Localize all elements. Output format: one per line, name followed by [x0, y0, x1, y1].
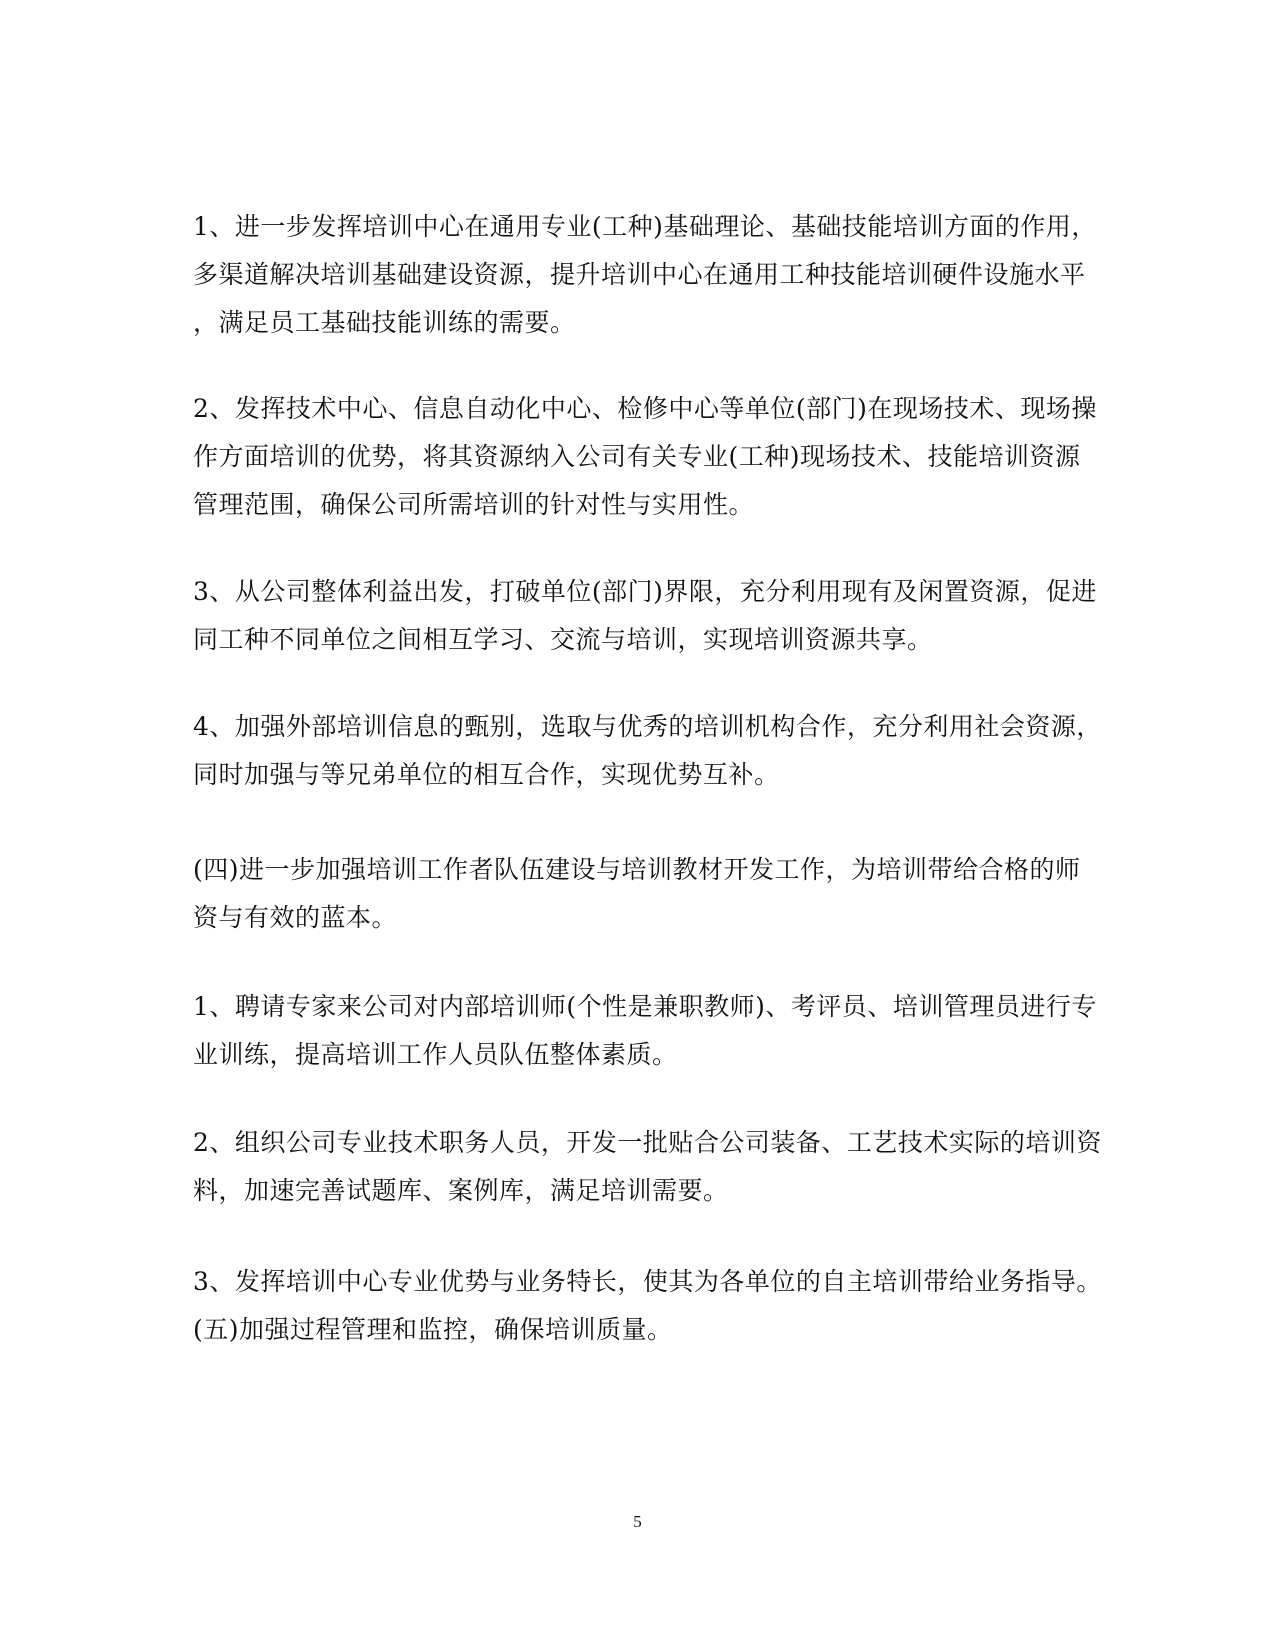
paragraph-line: 资与有效的蓝本。: [193, 903, 398, 932]
paragraph-external-training: [193, 703, 1102, 799]
paragraph-line: 业训练，提高培训工作人员队伍整体素质。: [193, 1040, 678, 1069]
paragraph-line: 同工种不同单位之间相互学习、交流与培训，实现培训资源共享。: [193, 625, 933, 654]
paragraph-line: 同时加强与等兄弟单位的相互合作，实现优势互补。: [193, 760, 780, 789]
paragraph-expert-training: [193, 983, 1097, 1079]
paragraph-line: 1、进一步发挥培训中心在通用专业(工种)基础理论、基础技能培训方面的作用，: [193, 212, 1097, 241]
paragraph-line: 3、发挥培训中心专业优势与业务特长，使其为各单位的自主培训带给业务指导。: [193, 1267, 1102, 1296]
paragraph-training-center-role: [193, 203, 1097, 347]
page-number: 5: [633, 1512, 642, 1531]
paragraph-line: 料，加速完善试题库、案例库，满足培训需要。: [193, 1176, 729, 1205]
section-heading-four: [193, 846, 1088, 942]
paragraph-line: 1、聘请专家来公司对内部培训师(个性是兼职教师)、考评员、培训管理员进行专: [193, 992, 1097, 1021]
paragraph-line: 2、发挥技术中心、信息自动化中心、检修中心等单位(部门)在现场技术、现场操: [193, 394, 1097, 423]
paragraph-technical-center-advantage: [193, 385, 1097, 529]
paragraph-line: 管理范围，确保公司所需培训的针对性与实用性。: [193, 490, 755, 519]
paragraph-line: 2、组织公司专业技术职务人员，开发一批贴合公司装备、工艺技术实际的培训资: [193, 1128, 1102, 1157]
paragraph-line: ，满足员工基础技能训练的需要。: [193, 308, 576, 337]
paragraph-resource-sharing: [193, 568, 1097, 664]
paragraph-line: (五)加强过程管理和监控，确保培训质量。: [193, 1315, 673, 1344]
paragraph-line: 多渠道解决培训基础建设资源，提升培训中心在通用工种技能培训硬件设施水平: [193, 260, 1086, 289]
paragraph-line: (四)进一步加强培训工作者队伍建设与培训教材开发工作，为培训带给合格的师: [193, 855, 1081, 884]
paragraph-training-materials: [193, 1119, 1102, 1215]
paragraph-line: 3、从公司整体利益出发，打破单位(部门)界限，充分利用现有及闲置资源，促进: [193, 577, 1097, 606]
paragraph-line: 4、加强外部培训信息的甄别，选取与优秀的培训机构合作，充分利用社会资源，: [193, 712, 1102, 741]
paragraph-business-guidance: [193, 1258, 1102, 1354]
paragraph-line: 作方面培训的优势，将其资源纳入公司有关专业(工种)现场技术、技能培训资源: [193, 442, 1081, 471]
